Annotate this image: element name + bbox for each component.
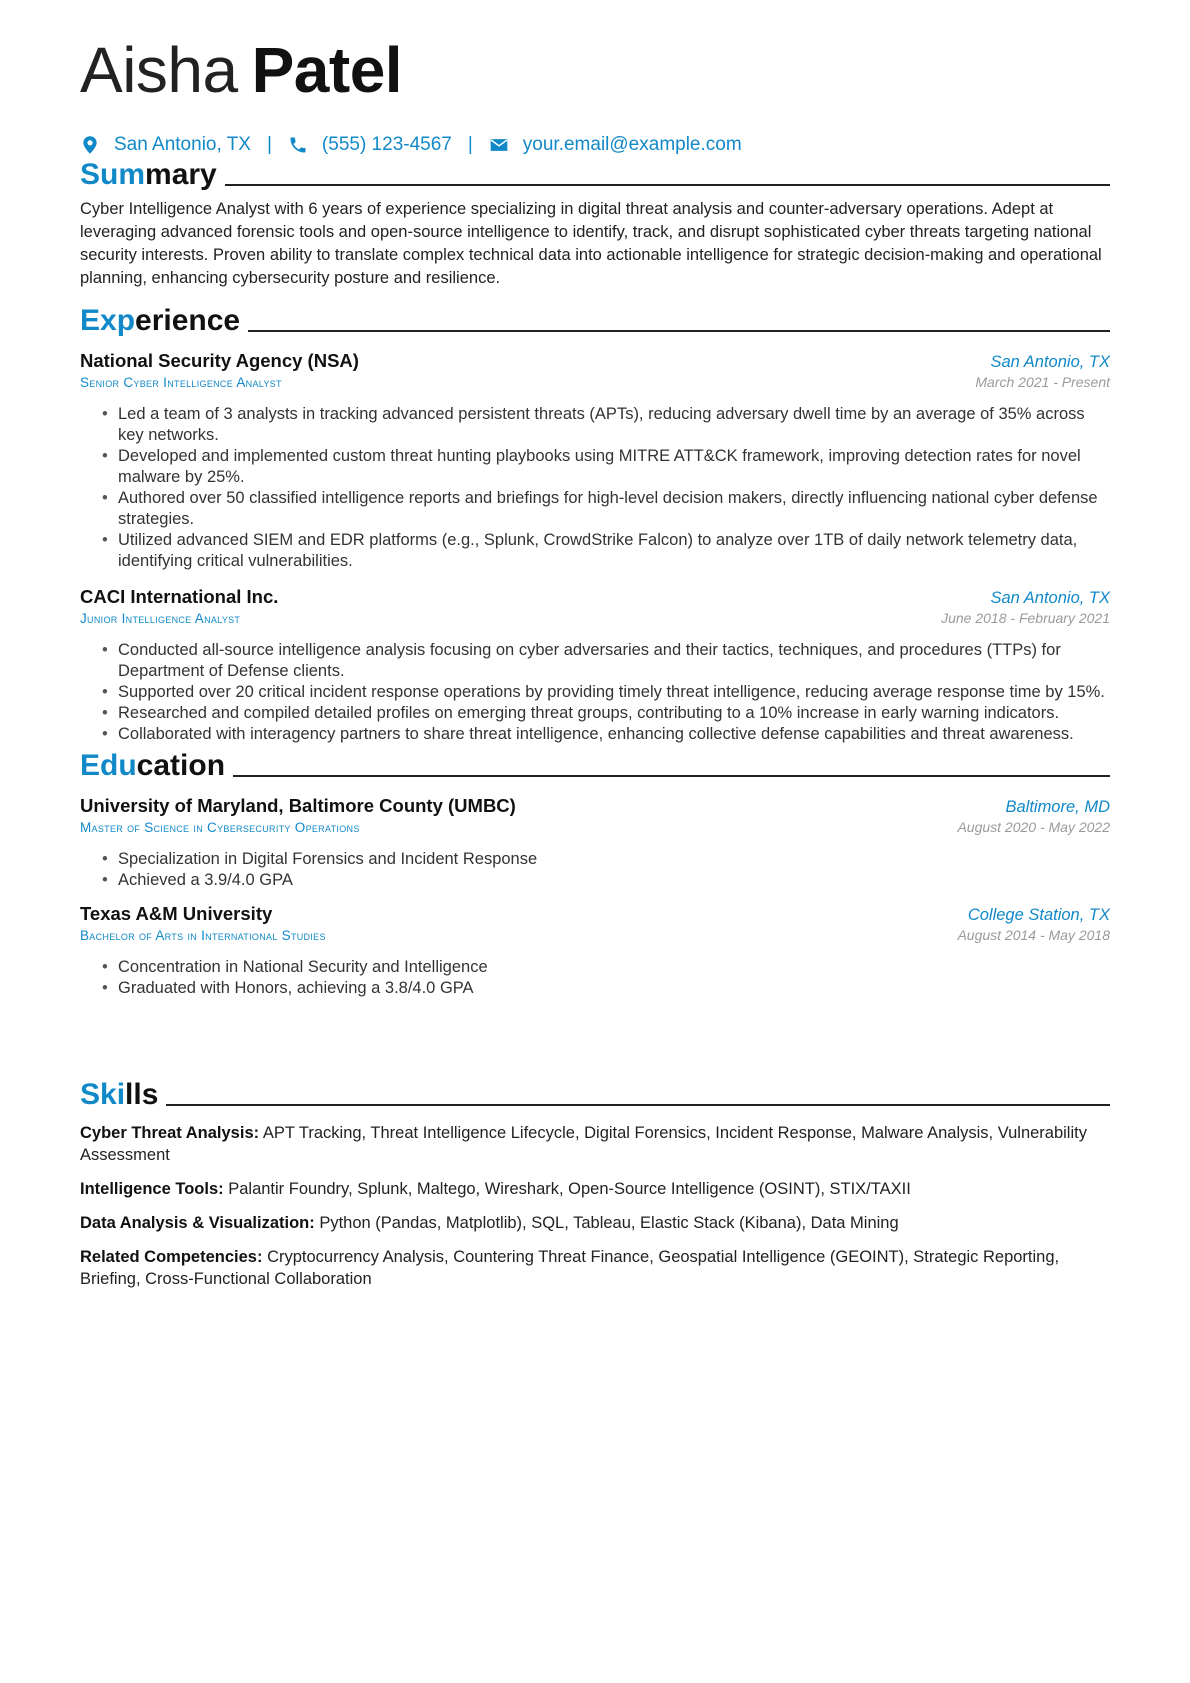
section-title: Skills xyxy=(80,1078,159,1111)
degree-title: Master of Science in Cybersecurity Operations xyxy=(80,820,360,835)
skill-category: Data Analysis & Visualization: xyxy=(80,1214,315,1232)
education-entry xyxy=(80,795,1110,891)
summary-text: Cyber Intelligence Analyst with 6 years of experience specializing in digital threat analysis and counter-adversary operations. Adept at leveraging advanced forensic tools and open-source intelligence to identify, track, and disrupt sophisticated cyber threats targeting national security interests. Proven ability to translate complex technical data into actionable intelligence for strategic decision-making and operational planning, enhancing cybersecurity posture and resilience. xyxy=(80,200,1102,287)
school-name: University of Maryland, Baltimore County (UMBC) xyxy=(80,795,516,816)
education-section xyxy=(80,743,1110,999)
skills-section xyxy=(80,1072,1110,1290)
education-entry xyxy=(80,903,1110,999)
skill-values: Python (Pandas, Matplotlib), SQL, Tableau, Elastic Stack (Kibana), Data Mining xyxy=(319,1214,899,1232)
education-heading xyxy=(80,743,1110,781)
employer-name: National Security Agency (NSA) xyxy=(80,350,359,371)
bullet-item: • Collaborated with interagency partners to share threat intelligence, enhancing collective defense capabilities and threat awareness. xyxy=(118,724,1110,745)
section-title: Experience xyxy=(80,304,241,337)
skill-category: Cyber Threat Analysis: xyxy=(80,1124,260,1142)
bullet-item: • Authored over 50 classified intelligence reports and briefings for high-level decision makers, directly influencing national cyber defense strategies. xyxy=(118,488,1110,530)
employer-name: CACI International Inc. xyxy=(80,586,279,607)
school-name: Texas A&M University xyxy=(80,903,273,924)
skill-line xyxy=(80,1212,1110,1234)
location-text: San Antonio, TX xyxy=(114,134,251,155)
entry-dates: March 2021 - Present xyxy=(975,374,1110,390)
skill-category: Intelligence Tools: xyxy=(80,1180,224,1198)
entry-location: San Antonio, TX xyxy=(990,353,1110,371)
experience-entry xyxy=(80,350,1110,572)
contact-separator: | xyxy=(467,134,473,155)
skill-line xyxy=(80,1178,1110,1200)
skill-line xyxy=(80,1246,1110,1290)
entry-location: College Station, TX xyxy=(967,906,1110,924)
experience-section xyxy=(80,298,1110,745)
entry-dates: June 2018 - February 2021 xyxy=(941,610,1110,626)
bullet-item: • Led a team of 3 analysts in tracking advanced persistent threats (APTs), reducing adversary dwell time by an average of 35% across key networks. xyxy=(118,404,1110,446)
bullet-item: • Specialization in Digital Forensics and Incident Response xyxy=(118,849,1110,870)
phone-text: (555) 123-4567 xyxy=(321,134,452,155)
experience-heading xyxy=(80,298,1110,336)
bullet-item: • Concentration in National Security and Intelligence xyxy=(118,957,1110,978)
first-name: Aisha xyxy=(80,34,238,106)
entry-dates: August 2020 - May 2022 xyxy=(957,819,1110,835)
skill-line xyxy=(80,1122,1110,1166)
section-rule xyxy=(248,330,1110,332)
summary-section xyxy=(80,152,1110,290)
bullet-item: • Achieved a 3.9/4.0 GPA xyxy=(118,870,1110,891)
section-title: Education xyxy=(80,749,226,782)
degree-title: Bachelor of Arts in International Studies xyxy=(80,928,326,943)
bullet-item: • Graduated with Honors, achieving a 3.8/4.0 GPA xyxy=(118,978,1110,999)
bullet-item: • Developed and implemented custom threat hunting playbooks using MITRE ATT&CK framework, improving detection rates for novel malware by 25%. xyxy=(118,446,1110,488)
job-title: Junior Intelligence Analyst xyxy=(80,611,241,626)
section-title: Summary xyxy=(80,158,217,191)
bullet-list xyxy=(80,957,1110,999)
summary-heading xyxy=(80,152,1110,190)
entry-location: San Antonio, TX xyxy=(990,589,1110,607)
entry-dates: August 2014 - May 2018 xyxy=(957,927,1110,943)
job-title: Senior Cyber Intelligence Analyst xyxy=(80,375,282,390)
entry-location: Baltimore, MD xyxy=(1005,798,1110,816)
section-rule xyxy=(233,775,1110,777)
email-link: your.email@example.com xyxy=(522,134,742,155)
contact-separator: | xyxy=(266,134,272,155)
section-rule xyxy=(225,184,1110,186)
bullet-list xyxy=(80,404,1110,572)
bullet-item: • Researched and compiled detailed profiles on emerging threat groups, contributing to a 10% increase in early warning indicators. xyxy=(118,703,1110,724)
skill-values: Cryptocurrency Analysis, Countering Threat Finance, Geospatial Intelligence (GEOINT), Strategic Reporting, Briefing, Cross-Functional Collaboration xyxy=(80,1248,1060,1288)
skill-values: APT Tracking, Threat Intelligence Lifecycle, Digital Forensics, Incident Response, Malware Analysis, Vulnerability Assessment xyxy=(80,1124,1087,1164)
bullet-list xyxy=(80,640,1110,745)
skill-values: Palantir Foundry, Splunk, Maltego, Wireshark, Open-Source Intelligence (OSINT), STIX/TAXII xyxy=(228,1180,911,1198)
experience-entry xyxy=(80,586,1110,745)
skills-heading xyxy=(80,1072,1110,1110)
section-rule xyxy=(166,1104,1110,1106)
candidate-name xyxy=(80,34,403,106)
bullet-item: • Conducted all-source intelligence analysis focusing on cyber adversaries and their tactics, techniques, and procedures (TTPs) for Department of Defense clients. xyxy=(118,640,1110,682)
last-name: Patel xyxy=(251,34,403,106)
bullet-item: • Utilized advanced SIEM and EDR platforms (e.g., Splunk, CrowdStrike Falcon) to analyze over 1TB of daily network telemetry data, identifying critical vulnerabilities. xyxy=(118,530,1110,572)
skill-category: Related Competencies: xyxy=(80,1248,263,1266)
bullet-item: • Supported over 20 critical incident response operations by providing timely threat intelligence, reducing average response time by 15%. xyxy=(118,682,1110,703)
bullet-list xyxy=(80,849,1110,891)
